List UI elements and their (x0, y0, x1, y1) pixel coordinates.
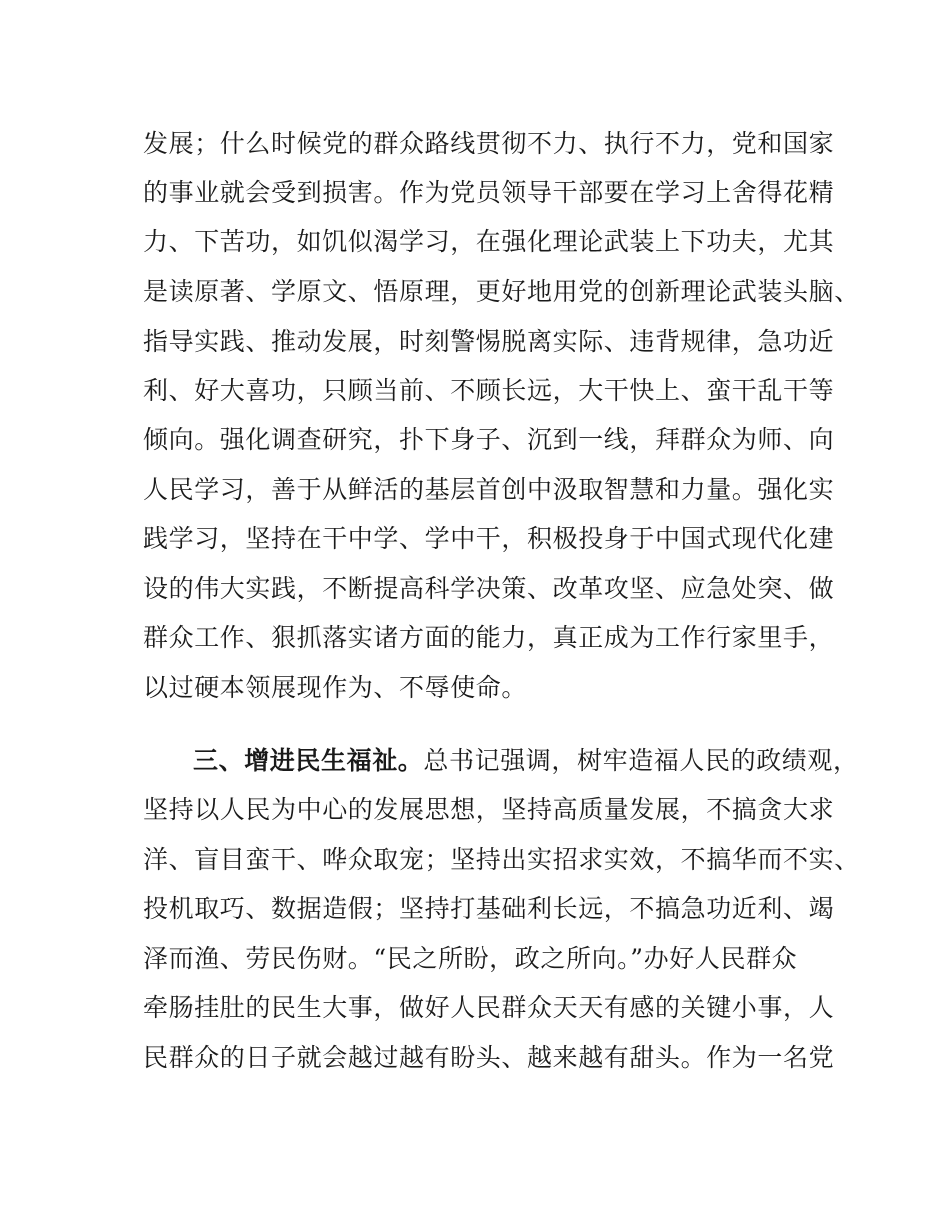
paragraph-line: 的事业就会受到损害。作为党员领导干部要在学习上舍得花精 (143, 178, 835, 207)
paragraph-line: 投机取巧、数据造假；坚持打基础利长远，不搞急功近利、竭 (143, 894, 835, 923)
paragraph-line: 洋、盲目蛮干、哗众取宠；坚持出实招求实效，不搞华而不实、 (143, 845, 860, 874)
paragraph-line: 坚持以人民为中心的发展思想，坚持高质量发展，不搞贪大求 (143, 795, 835, 824)
section-heading: 三、增进民生福祉。 (193, 746, 424, 775)
paragraph-line: 民群众的日子就会越过越有盼头、越来越有甜头。作为一名党 (143, 1043, 835, 1072)
paragraph-line: 人民学习，善于从鲜活的基层首创中汲取智慧和力量。强化实 (143, 475, 835, 504)
paragraph-line: 牵肠挂肚的民生大事，做好人民群众天天有感的关键小事，人 (143, 993, 835, 1022)
section-heading-line (193, 741, 859, 781)
paragraph-line: 是读原著、学原文、悟原理，更好地用党的创新理论武装头脑、 (143, 277, 860, 306)
paragraph-line: 倾向。强化调查研究，扑下身子、沉到一线，拜群众为师、向 (143, 425, 835, 454)
paragraph-line: 发展；什么时候党的群众路线贯彻不力、执行不力，党和国家 (143, 129, 835, 158)
paragraph-line: 力、下苦功，如饥似渴学习，在强化理论武装上下功夫，尤其 (143, 227, 835, 256)
paragraph-line: 指导实践、推动发展，时刻警惕脱离实际、违背规律，急功近 (143, 327, 835, 356)
paragraph-line: 群众工作、狠抓落实诸方面的能力，真正成为工作行家里手， (143, 623, 835, 652)
paragraph-line: 践学习，坚持在干中学、学中干，积极投身于中国式现代化建 (143, 524, 835, 553)
paragraph-line: 利、好大喜功，只顾当前、不顾长远，大干快上、蛮干乱干等 (143, 376, 835, 405)
heading-line-text: 总书记强调，树牢造福人民的政绩观， (423, 746, 859, 775)
paragraph-line: 设的伟大实践，不断提高科学决策、改革攻坚、应急处突、做 (143, 574, 835, 603)
paragraph-line: 泽而渔、劳民伤财。“民之所盼，政之所向。”办好人民群众 (143, 944, 798, 973)
paragraph-line: 以过硬本领展现作为、不辱使命。 (143, 673, 528, 702)
